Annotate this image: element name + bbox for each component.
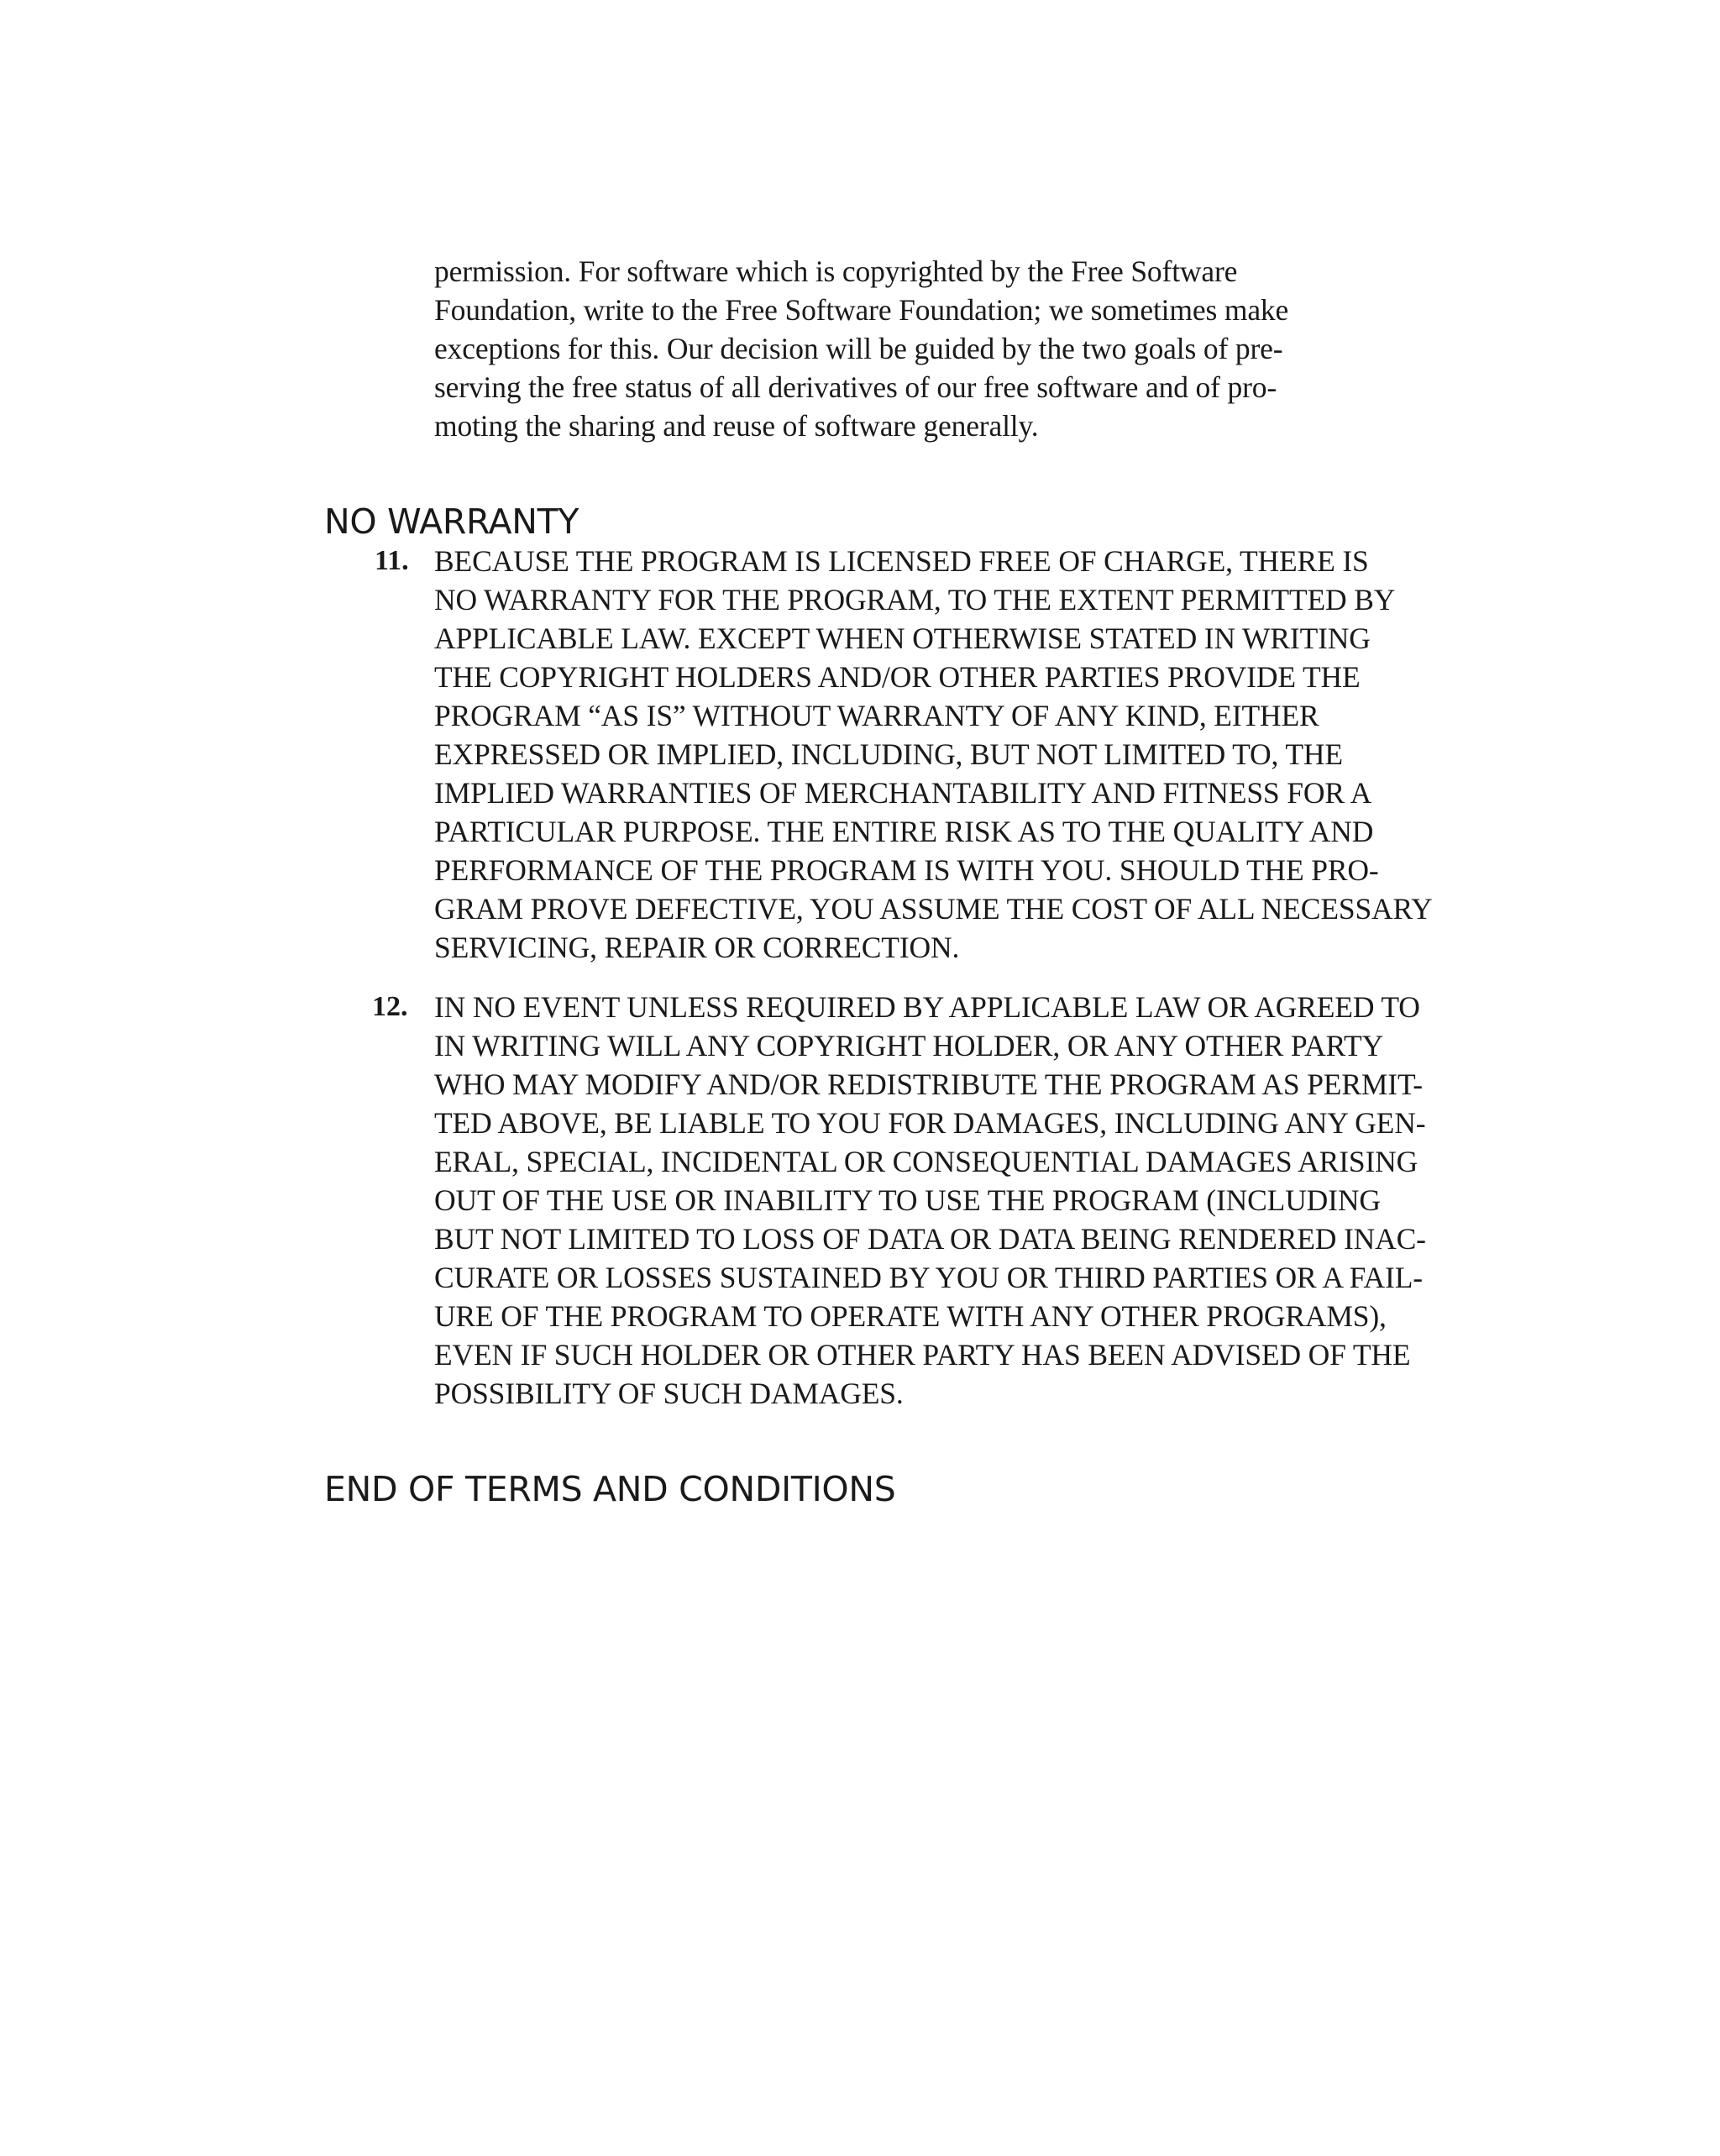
item-line: GRAM PROVE DEFECTIVE, YOU ASSUME THE COST OF ALL NECESSARY bbox=[434, 892, 1433, 926]
item-line: APPLICABLE LAW. EXCEPT WHEN OTHERWISE STATED IN WRITING bbox=[434, 622, 1371, 655]
item-line: PROGRAM “AS IS” WITHOUT WARRANTY OF ANY KIND, EITHER bbox=[434, 699, 1319, 732]
intro-line: exceptions for this. Our decision will be guided by the two goals of pre- bbox=[434, 332, 1283, 365]
item-line: TED ABOVE, BE LIABLE TO YOU FOR DAMAGES, INCLUDING ANY GEN- bbox=[434, 1106, 1426, 1140]
item-line: IN NO EVENT UNLESS REQUIRED BY APPLICABLE LAW OR AGREED TO bbox=[434, 990, 1420, 1024]
item-line: THE COPYRIGHT HOLDERS AND/OR OTHER PARTIES PROVIDE THE bbox=[434, 660, 1361, 694]
end-of-terms-heading: END OF TERMS AND CONDITIONS bbox=[324, 1469, 896, 1509]
item-line: PARTICULAR PURPOSE. THE ENTIRE RISK AS TO THE QUALITY AND bbox=[434, 815, 1374, 848]
item-line: WHO MAY MODIFY AND/OR REDISTRIBUTE THE PROGRAM AS PERMIT- bbox=[434, 1068, 1423, 1101]
no-warranty-heading: NO WARRANTY bbox=[324, 501, 579, 542]
item-number: 11. bbox=[375, 545, 409, 576]
item-line: OUT OF THE USE OR INABILITY TO USE THE PROGRAM (INCLUDING bbox=[434, 1183, 1381, 1217]
intro-line: Foundation, write to the Free Software Foundation; we sometimes make bbox=[434, 293, 1289, 327]
intro-line: serving the free status of all derivatives of our free software and of pro- bbox=[434, 370, 1277, 404]
item-line: EVEN IF SUCH HOLDER OR OTHER PARTY HAS BEEN ADVISED OF THE bbox=[434, 1338, 1411, 1372]
intro-line: moting the sharing and reuse of software generally. bbox=[434, 409, 1039, 443]
item-line: PERFORMANCE OF THE PROGRAM IS WITH YOU. SHOULD THE PRO- bbox=[434, 853, 1379, 887]
item-line: POSSIBILITY OF SUCH DAMAGES. bbox=[434, 1377, 904, 1410]
intro-line: permission. For software which is copyrighted by the Free Software bbox=[434, 254, 1238, 288]
item-line: IMPLIED WARRANTIES OF MERCHANTABILITY AND FITNESS FOR A bbox=[434, 776, 1372, 810]
item-line: SERVICING, REPAIR OR CORRECTION. bbox=[434, 931, 960, 964]
item-number: 12. bbox=[372, 991, 408, 1022]
item-line: IN WRITING WILL ANY COPYRIGHT HOLDER, OR ANY OTHER PARTY bbox=[434, 1029, 1384, 1062]
item-line: BECAUSE THE PROGRAM IS LICENSED FREE OF CHARGE, THERE IS bbox=[434, 544, 1369, 578]
item-line: EXPRESSED OR IMPLIED, INCLUDING, BUT NOT LIMITED TO, THE bbox=[434, 737, 1343, 771]
item-line: BUT NOT LIMITED TO LOSS OF DATA OR DATA BEING RENDERED INAC- bbox=[434, 1222, 1426, 1256]
item-line: NO WARRANTY FOR THE PROGRAM, TO THE EXTENT PERMITTED BY bbox=[434, 583, 1396, 616]
item-line: ERAL, SPECIAL, INCIDENTAL OR CONSEQUENTIAL DAMAGES ARISING bbox=[434, 1145, 1418, 1178]
item-line: URE OF THE PROGRAM TO OPERATE WITH ANY OTHER PROGRAMS), bbox=[434, 1299, 1387, 1333]
item-line: CURATE OR LOSSES SUSTAINED BY YOU OR THIRD PARTIES OR A FAIL- bbox=[434, 1261, 1423, 1294]
